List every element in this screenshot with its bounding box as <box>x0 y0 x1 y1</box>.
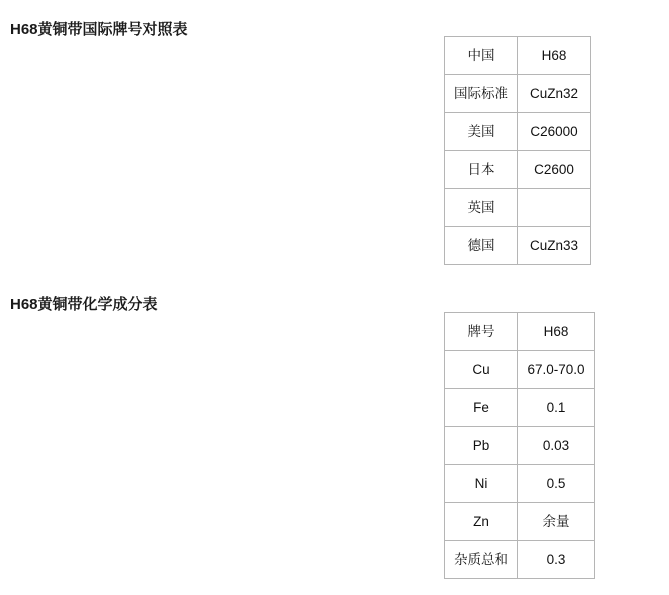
table-row <box>445 351 595 389</box>
table-row <box>445 427 595 465</box>
table-row <box>445 113 591 151</box>
table-row <box>445 541 595 579</box>
table-cell-label: 日本 <box>445 151 518 189</box>
table-cell-value: CuZn32 <box>518 75 591 113</box>
table-cell-value: CuZn33 <box>518 227 591 265</box>
international-grade-table <box>444 36 591 265</box>
table-row <box>445 37 591 75</box>
table-cell-label: Zn <box>445 503 518 541</box>
page-title-chemical-composition: H68黄铜带化学成分表 <box>10 296 158 314</box>
table-cell-value: 余量 <box>518 503 595 541</box>
table-cell-value: C2600 <box>518 151 591 189</box>
table-row <box>445 189 591 227</box>
table-cell-label: Cu <box>445 351 518 389</box>
table-cell-value: 0.03 <box>518 427 595 465</box>
table-body <box>445 313 595 579</box>
table-row <box>445 313 595 351</box>
table-cell-value: 0.3 <box>518 541 595 579</box>
table-cell-value: 0.5 <box>518 465 595 503</box>
table-body <box>445 37 591 265</box>
table-cell-label: 德国 <box>445 227 518 265</box>
table-cell-value: H68 <box>518 313 595 351</box>
table-cell-label: 杂质总和 <box>445 541 518 579</box>
table-row <box>445 389 595 427</box>
table-cell-label: 国际标准 <box>445 75 518 113</box>
table-row <box>445 75 591 113</box>
table-cell-label: 牌号 <box>445 313 518 351</box>
table-cell-label: Pb <box>445 427 518 465</box>
table-cell-value <box>518 189 591 227</box>
table-cell-label: 英国 <box>445 189 518 227</box>
page-title-international-grades: H68黄铜带国际牌号对照表 <box>10 21 188 39</box>
table-cell-label: Fe <box>445 389 518 427</box>
table-cell-label: 中国 <box>445 37 518 75</box>
table-cell-value: C26000 <box>518 113 591 151</box>
table-cell-label: 美国 <box>445 113 518 151</box>
table-cell-value: H68 <box>518 37 591 75</box>
table-row <box>445 465 595 503</box>
chemical-composition-table <box>444 312 595 579</box>
table-cell-label: Ni <box>445 465 518 503</box>
table-row <box>445 503 595 541</box>
table-cell-value: 67.0-70.0 <box>518 351 595 389</box>
table-row <box>445 227 591 265</box>
table-cell-value: 0.1 <box>518 389 595 427</box>
table-row <box>445 151 591 189</box>
